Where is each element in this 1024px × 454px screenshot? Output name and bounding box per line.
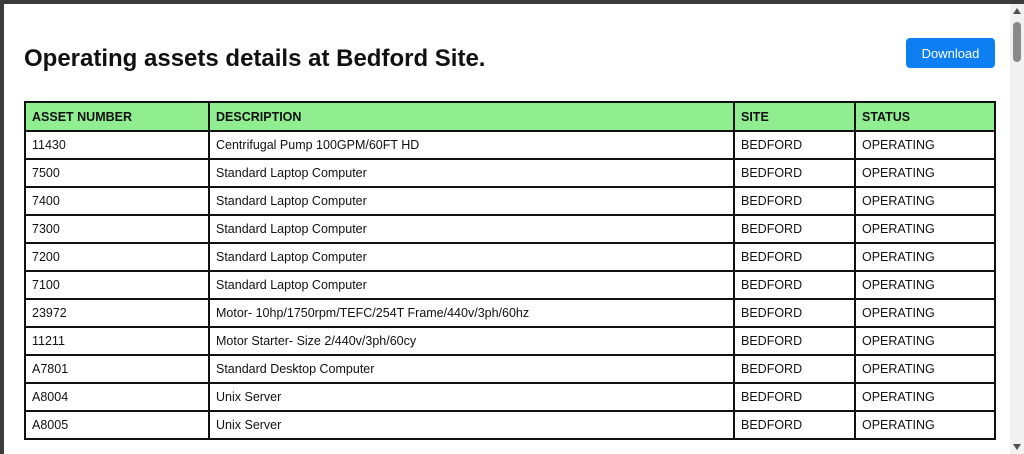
cell-description: Standard Laptop Computer (209, 271, 734, 299)
table-body (25, 131, 995, 439)
cell-site: BEDFORD (734, 355, 855, 383)
cell-status: OPERATING (855, 327, 995, 355)
cell-site: BEDFORD (734, 159, 855, 187)
cell-asset-number: A7801 (25, 355, 209, 383)
column-header-description[interactable]: DESCRIPTION (209, 102, 734, 131)
page-header (24, 42, 485, 76)
cell-description: Centrifugal Pump 100GPM/60FT HD (209, 131, 734, 159)
cell-site: BEDFORD (734, 327, 855, 355)
column-header-site[interactable]: SITE (734, 102, 855, 131)
cell-asset-number: A8004 (25, 383, 209, 411)
cell-status: OPERATING (855, 215, 995, 243)
cell-site: BEDFORD (734, 215, 855, 243)
cell-site: BEDFORD (734, 383, 855, 411)
cell-asset-number: 7300 (25, 215, 209, 243)
cell-description: Standard Desktop Computer (209, 355, 734, 383)
assets-table (24, 101, 996, 440)
cell-status: OPERATING (855, 383, 995, 411)
table-row[interactable] (25, 299, 995, 327)
table-row[interactable] (25, 243, 995, 271)
scroll-thumb[interactable] (1013, 22, 1021, 62)
table-row[interactable] (25, 215, 995, 243)
cell-description: Unix Server (209, 411, 734, 439)
cell-description: Standard Laptop Computer (209, 243, 734, 271)
download-button[interactable]: Download (906, 38, 995, 68)
table-row[interactable] (25, 327, 995, 355)
cell-description: Standard Laptop Computer (209, 159, 734, 187)
cell-description: Standard Laptop Computer (209, 187, 734, 215)
table-row[interactable] (25, 159, 995, 187)
table-row[interactable] (25, 355, 995, 383)
cell-status: OPERATING (855, 299, 995, 327)
column-header-status[interactable]: STATUS (855, 102, 995, 131)
app-window (4, 4, 1010, 454)
cell-description: Motor Starter- Size 2/440v/3ph/60cy (209, 327, 734, 355)
cell-status: OPERATING (855, 187, 995, 215)
cell-site: BEDFORD (734, 131, 855, 159)
cell-site: BEDFORD (734, 271, 855, 299)
table-row[interactable] (25, 131, 995, 159)
cell-status: OPERATING (855, 131, 995, 159)
cell-site: BEDFORD (734, 243, 855, 271)
cell-description: Unix Server (209, 383, 734, 411)
cell-asset-number: 7500 (25, 159, 209, 187)
table-header-row (25, 102, 995, 131)
scroll-down-arrow-icon[interactable] (1013, 444, 1021, 450)
page-title: Operating assets details at Bedford Site. (24, 45, 486, 72)
cell-asset-number: 11430 (25, 131, 209, 159)
table-row[interactable] (25, 187, 995, 215)
column-header-asset-number[interactable]: ASSET NUMBER (25, 102, 209, 131)
cell-asset-number: A8005 (25, 411, 209, 439)
cell-description: Motor- 10hp/1750rpm/TEFC/254T Frame/440v/3ph/60hz (209, 299, 734, 327)
cell-asset-number: 7100 (25, 271, 209, 299)
cell-site: BEDFORD (734, 299, 855, 327)
cell-site: BEDFORD (734, 411, 855, 439)
cell-asset-number: 7200 (25, 243, 209, 271)
cell-status: OPERATING (855, 271, 995, 299)
scroll-up-arrow-icon[interactable] (1013, 8, 1021, 14)
cell-status: OPERATING (855, 159, 995, 187)
vertical-scrollbar[interactable] (1010, 4, 1024, 454)
table-row[interactable] (25, 411, 995, 439)
table-row[interactable] (25, 271, 995, 299)
table-row[interactable] (25, 383, 995, 411)
cell-status: OPERATING (855, 355, 995, 383)
cell-asset-number: 11211 (25, 327, 209, 355)
cell-asset-number: 7400 (25, 187, 209, 215)
cell-site: BEDFORD (734, 187, 855, 215)
cell-asset-number: 23972 (25, 299, 209, 327)
cell-status: OPERATING (855, 243, 995, 271)
cell-description: Standard Laptop Computer (209, 215, 734, 243)
cell-status: OPERATING (855, 411, 995, 439)
